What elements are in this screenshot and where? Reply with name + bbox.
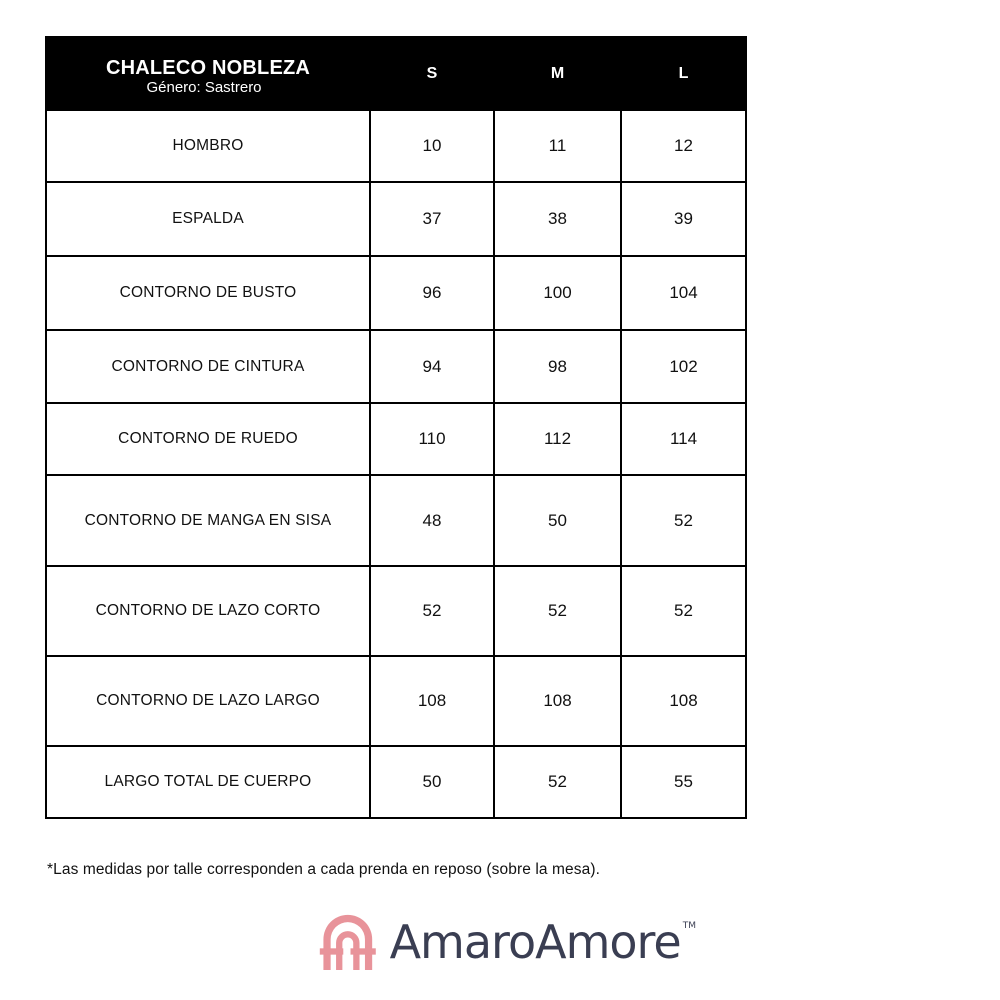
size-chart-table [45,36,747,819]
table-row [46,656,746,746]
measurement-label: CONTORNO DE CINTURA [46,330,370,403]
measurement-label: LARGO TOTAL DE CUERPO [46,746,370,818]
measurement-value-s: 50 [370,746,494,818]
measurement-label: CONTORNO DE LAZO LARGO [46,656,370,746]
measurement-value-s: 52 [370,566,494,656]
measurement-value-s: 94 [370,330,494,403]
table-row [46,566,746,656]
size-header-l: L [621,37,746,110]
size-header-s: S [370,37,494,110]
measurement-label: CONTORNO DE LAZO CORTO [46,566,370,656]
measurement-label: CONTORNO DE RUEDO [46,403,370,475]
product-title: CHALECO NOBLEZA [105,56,311,79]
measurement-value-m: 108 [494,656,621,746]
measurement-value-l: 55 [621,746,746,818]
measurement-value-m: 38 [494,182,621,256]
measurement-value-m: 50 [494,475,621,566]
brand-name: AmaroAmore [389,915,681,969]
measurement-value-s: 37 [370,182,494,256]
measurement-value-m: 11 [494,110,621,182]
measurement-value-l: 52 [621,475,746,566]
brand-logo [306,886,696,998]
measurement-value-s: 10 [370,110,494,182]
measurement-value-s: 108 [370,656,494,746]
size-chart-header-row [46,37,746,110]
measurement-value-l: 52 [621,566,746,656]
measurement-value-l: 114 [621,403,746,475]
measurement-value-m: 52 [494,746,621,818]
measurement-value-l: 108 [621,656,746,746]
measurement-value-m: 98 [494,330,621,403]
measurement-footnote: *Las medidas por talle corresponden a cada prenda en reposo (sobre la mesa). [47,861,601,878]
table-row [46,110,746,182]
table-row [46,403,746,475]
size-header-m: M [494,37,621,110]
measurement-value-s: 96 [370,256,494,330]
measurement-value-l: 102 [621,330,746,403]
amaro-amore-monogram-icon [318,909,378,975]
measurement-label: CONTORNO DE MANGA EN SISA [46,475,370,566]
table-row [46,330,746,403]
table-row [46,182,746,256]
measurement-value-l: 104 [621,256,746,330]
measurement-label: ESPALDA [46,182,370,256]
measurement-label: CONTORNO DE BUSTO [46,256,370,330]
measurement-value-l: 12 [621,110,746,182]
measurement-label: HOMBRO [46,110,370,182]
table-row [46,475,746,566]
table-row [46,256,746,330]
measurement-value-m: 52 [494,566,621,656]
brand-wordmark [390,915,696,969]
measurement-value-s: 48 [370,475,494,566]
product-heading [46,37,370,110]
trademark-symbol: TM [682,921,696,931]
measurement-value-m: 112 [494,403,621,475]
product-subtitle: Género: Sastrero [146,78,262,96]
measurement-value-s: 110 [370,403,494,475]
table-row [46,746,746,818]
measurement-value-m: 100 [494,256,621,330]
measurement-value-l: 39 [621,182,746,256]
